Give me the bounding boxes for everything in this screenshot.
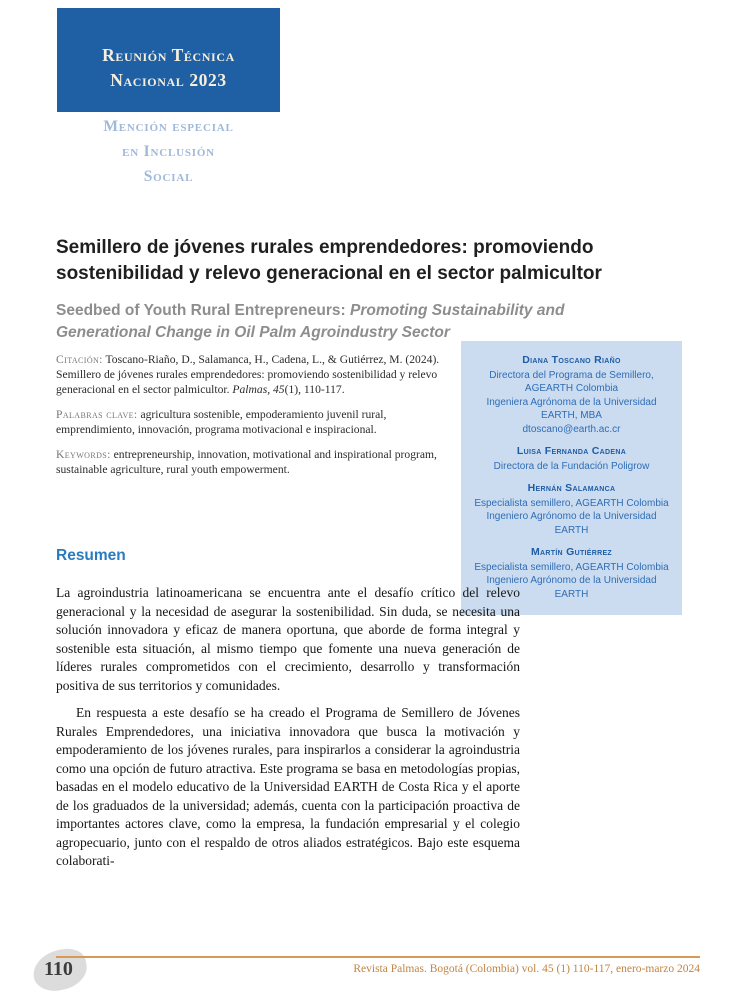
keywords-label: Keywords: <box>56 448 111 461</box>
special-mention-line2: en Inclusión <box>122 143 215 160</box>
special-mention <box>57 114 280 189</box>
article-title: Semillero de jóvenes rurales emprendedores: promoviendo sostenibilidad y relevo generacional en el sector palmicultor <box>56 236 602 284</box>
footer-journal-line: Revista Palmas. Bogotá (Colombia) vol. 45 (1) 110-117, enero-marzo 2024 <box>353 963 700 975</box>
author-credentials: Ingeniero Agrónomo de la Universidad EARTH <box>486 511 657 536</box>
event-banner <box>57 8 280 112</box>
author-block <box>471 482 672 537</box>
article-subtitle-emphasis: Promoting Sustainability and Generational Change in Oil Palm Agroindustry Sector <box>56 301 565 341</box>
citation-text: Toscano-Riaño, D., Salamanca, H., Cadena, L., & Gutiérrez, M. (2024). Semillero de jóvenes rurales emprendedores: promoviendo sostenibilidad y relevo generacional en el sector palmicultor. <box>56 353 440 396</box>
keywords-text: entrepreneurship, innovation, motivational and inspirational program, sustainable agriculture, rural youth empowerment. <box>56 448 437 476</box>
palabras-clave-block <box>56 407 458 437</box>
abstract-heading: Resumen <box>56 547 126 564</box>
palabras-clave-text: agricultura sostenible, empoderamiento juvenil rural, emprendimiento, innovación, programa motivacional e inspiracional. <box>56 408 387 436</box>
event-banner-line1: Reunión Técnica <box>102 45 235 65</box>
author-email-link[interactable]: dtoscano@earth.ac.cr <box>522 423 621 435</box>
article-subtitle-lead: Seedbed of Youth Rural Entrepreneurs: <box>56 301 346 319</box>
author-credentials: Ingeniero Agrónomo de la Universidad EARTH <box>486 575 657 600</box>
author-affiliation: Especialista semillero, AGEARTH Colombia <box>474 561 669 573</box>
citation-block <box>56 352 458 397</box>
article-meta <box>56 352 458 487</box>
abstract-paragraph-1: La agroindustria latinoamericana se encuentra ante el desafío crítico del relevo generacional y la necesidad de asegurar la sostenibilidad. Sin duda, se necesita una solución innovadora y eficaz de manera oportuna, que aborde de forma integral y sostenible esta situación, al mismo tiempo que fomente una nueva generación de líderes rurales comprometidos con el crecimiento, desarrollo y transformación positiva de sus territorios y comunidades. <box>56 585 520 693</box>
author-name: Hernán Salamanca <box>527 482 616 494</box>
abstract-paragraph-2: En respuesta a este desafío se ha creado el Programa de Semillero de Jóvenes Rurales Emprendedores, una iniciativa innovadora que busca la motivación y empoderamiento de los jóvenes rurales, para inspirarlos a considerar la agroindustria como una opción de futuro atractiva. Este programa se basa en metodologías propias, basadas en el modelo educativo de la Universidad EARTH de Costa Rica y el aporte de los graduados de la universidad; además, cuenta con la participación proactiva de importantes actores clave, como la empresa, la fundación empresarial y el colegio agropecuario, junto con el respaldo de otros aliados estratégicos. Bajo este esquema colaborati- <box>56 705 520 868</box>
author-name: Martín Gutiérrez <box>530 546 613 558</box>
author-affiliation: Directora del Programa de Semillero, AGEARTH Colombia <box>489 369 654 394</box>
special-mention-line3: Social <box>143 168 194 185</box>
author-block <box>471 445 672 473</box>
footer-rule <box>56 956 700 958</box>
author-affiliation: Directora de la Fundación Poligrow <box>493 460 650 472</box>
page-number: 110 <box>44 958 73 980</box>
palabras-clave-label: Palabras clave: <box>56 408 138 421</box>
article-subtitle-english <box>56 300 656 344</box>
event-banner-line2: Nacional 2023 <box>110 70 227 90</box>
author-name: Luisa Fernanda Cadena <box>516 445 627 457</box>
keywords-block <box>56 447 458 477</box>
authors-panel <box>461 341 682 615</box>
citation-label: Citación: <box>56 353 103 366</box>
author-name: Diana Toscano Riaño <box>522 354 621 366</box>
author-affiliation: Especialista semillero, AGEARTH Colombia <box>474 497 669 509</box>
author-block <box>471 354 672 436</box>
citation-journal-name: Palmas, 45 <box>232 383 285 396</box>
citation-tail: (1), 110-117. <box>284 383 345 396</box>
abstract-body <box>56 584 520 871</box>
special-mention-line1: Mención especial <box>103 118 234 135</box>
author-credentials: Ingeniera Agrónoma de la Universidad EARTH, MBA <box>486 396 657 421</box>
